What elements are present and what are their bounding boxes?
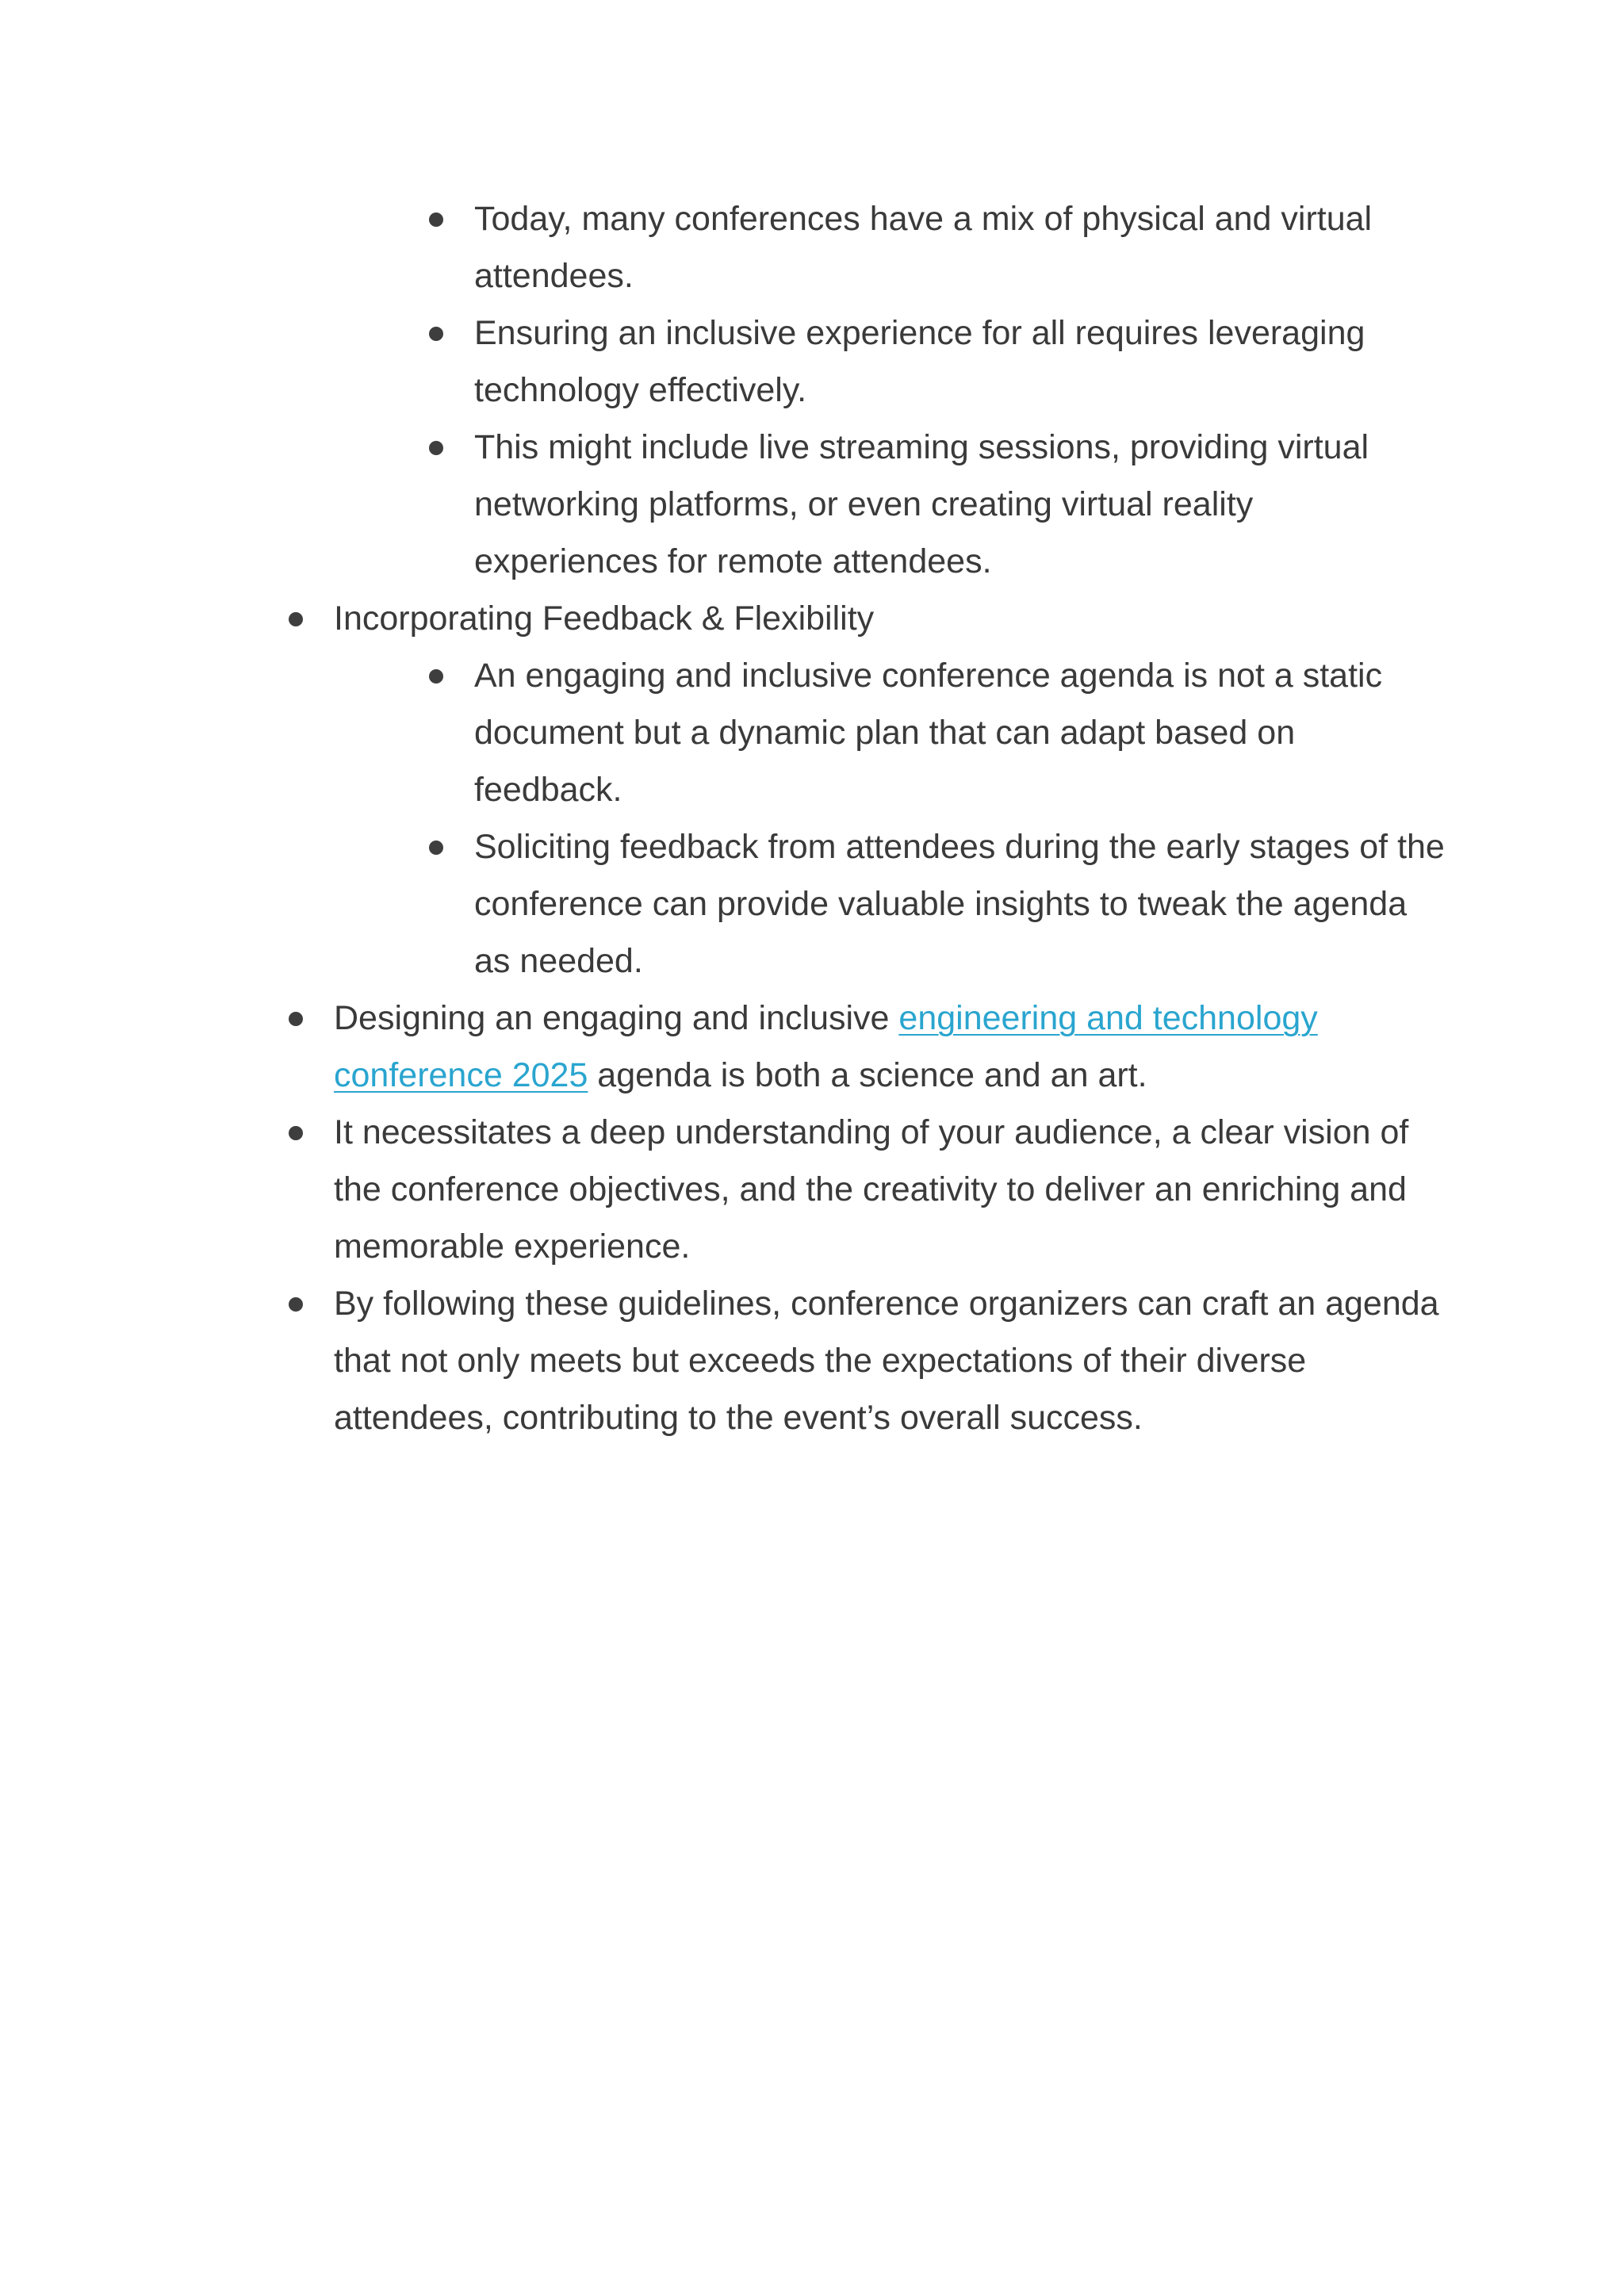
sub-list-feedback xyxy=(426,647,1443,990)
bullet-icon xyxy=(429,841,443,855)
bullet-icon xyxy=(429,213,443,227)
bullet-icon xyxy=(429,669,443,684)
list-item-text: An engaging and inclusive conference agenda is not a static document but a dynamic plan that can adapt based on feedback. xyxy=(474,657,1383,809)
list-item xyxy=(426,304,1445,419)
bullet-icon xyxy=(429,327,443,341)
document-content xyxy=(285,190,1443,1446)
main-list xyxy=(285,590,1443,1446)
list-item-designing xyxy=(285,990,1445,1104)
list-item xyxy=(426,647,1445,818)
list-item-text: Today, many conferences have a mix of physical and virtual attendees. xyxy=(474,200,1373,295)
list-item-text: Incorporating Feedback & Flexibility xyxy=(334,599,875,638)
designing-prefix-text: Designing an engaging and inclusive xyxy=(334,999,899,1037)
list-item-text: It necessitates a deep understanding of your audience, a clear vision of the conference objectives, and the creativity to deliver an enriching and memorable experience. xyxy=(334,1113,1409,1266)
list-item-following xyxy=(285,1275,1445,1446)
bullet-icon xyxy=(289,1012,303,1026)
list-item-text: Soliciting feedback from attendees during the early stages of the conference can provide valuable insights to tweak the agenda as needed. xyxy=(474,828,1445,980)
list-item xyxy=(426,419,1445,590)
list-item-feedback xyxy=(285,590,1443,990)
bullet-icon xyxy=(289,1297,303,1312)
bullet-icon xyxy=(289,1126,303,1140)
bullet-icon xyxy=(289,612,303,626)
list-item-text: This might include live streaming sessions, providing virtual networking platforms, or even creating virtual reality experiences for remote attendees. xyxy=(474,428,1369,580)
list-item-text: By following these guidelines, conference organizers can craft an agenda that not only meets but exceeds the expectations of their diverse attendees, contributing to the event’s overall success. xyxy=(334,1285,1439,1437)
list-item xyxy=(426,818,1445,990)
conference-link[interactable]: engineering and technology conference 2025 xyxy=(334,999,1318,1094)
list-item xyxy=(426,190,1445,304)
bullet-icon xyxy=(429,441,443,455)
sub-list-hybrid-attendees xyxy=(426,190,1443,590)
list-item-necessitates xyxy=(285,1104,1445,1275)
list-item-text: Ensuring an inclusive experience for all requires leveraging technology effectively. xyxy=(474,314,1365,409)
designing-suffix-text: agenda is both a science and an art. xyxy=(588,1056,1147,1094)
